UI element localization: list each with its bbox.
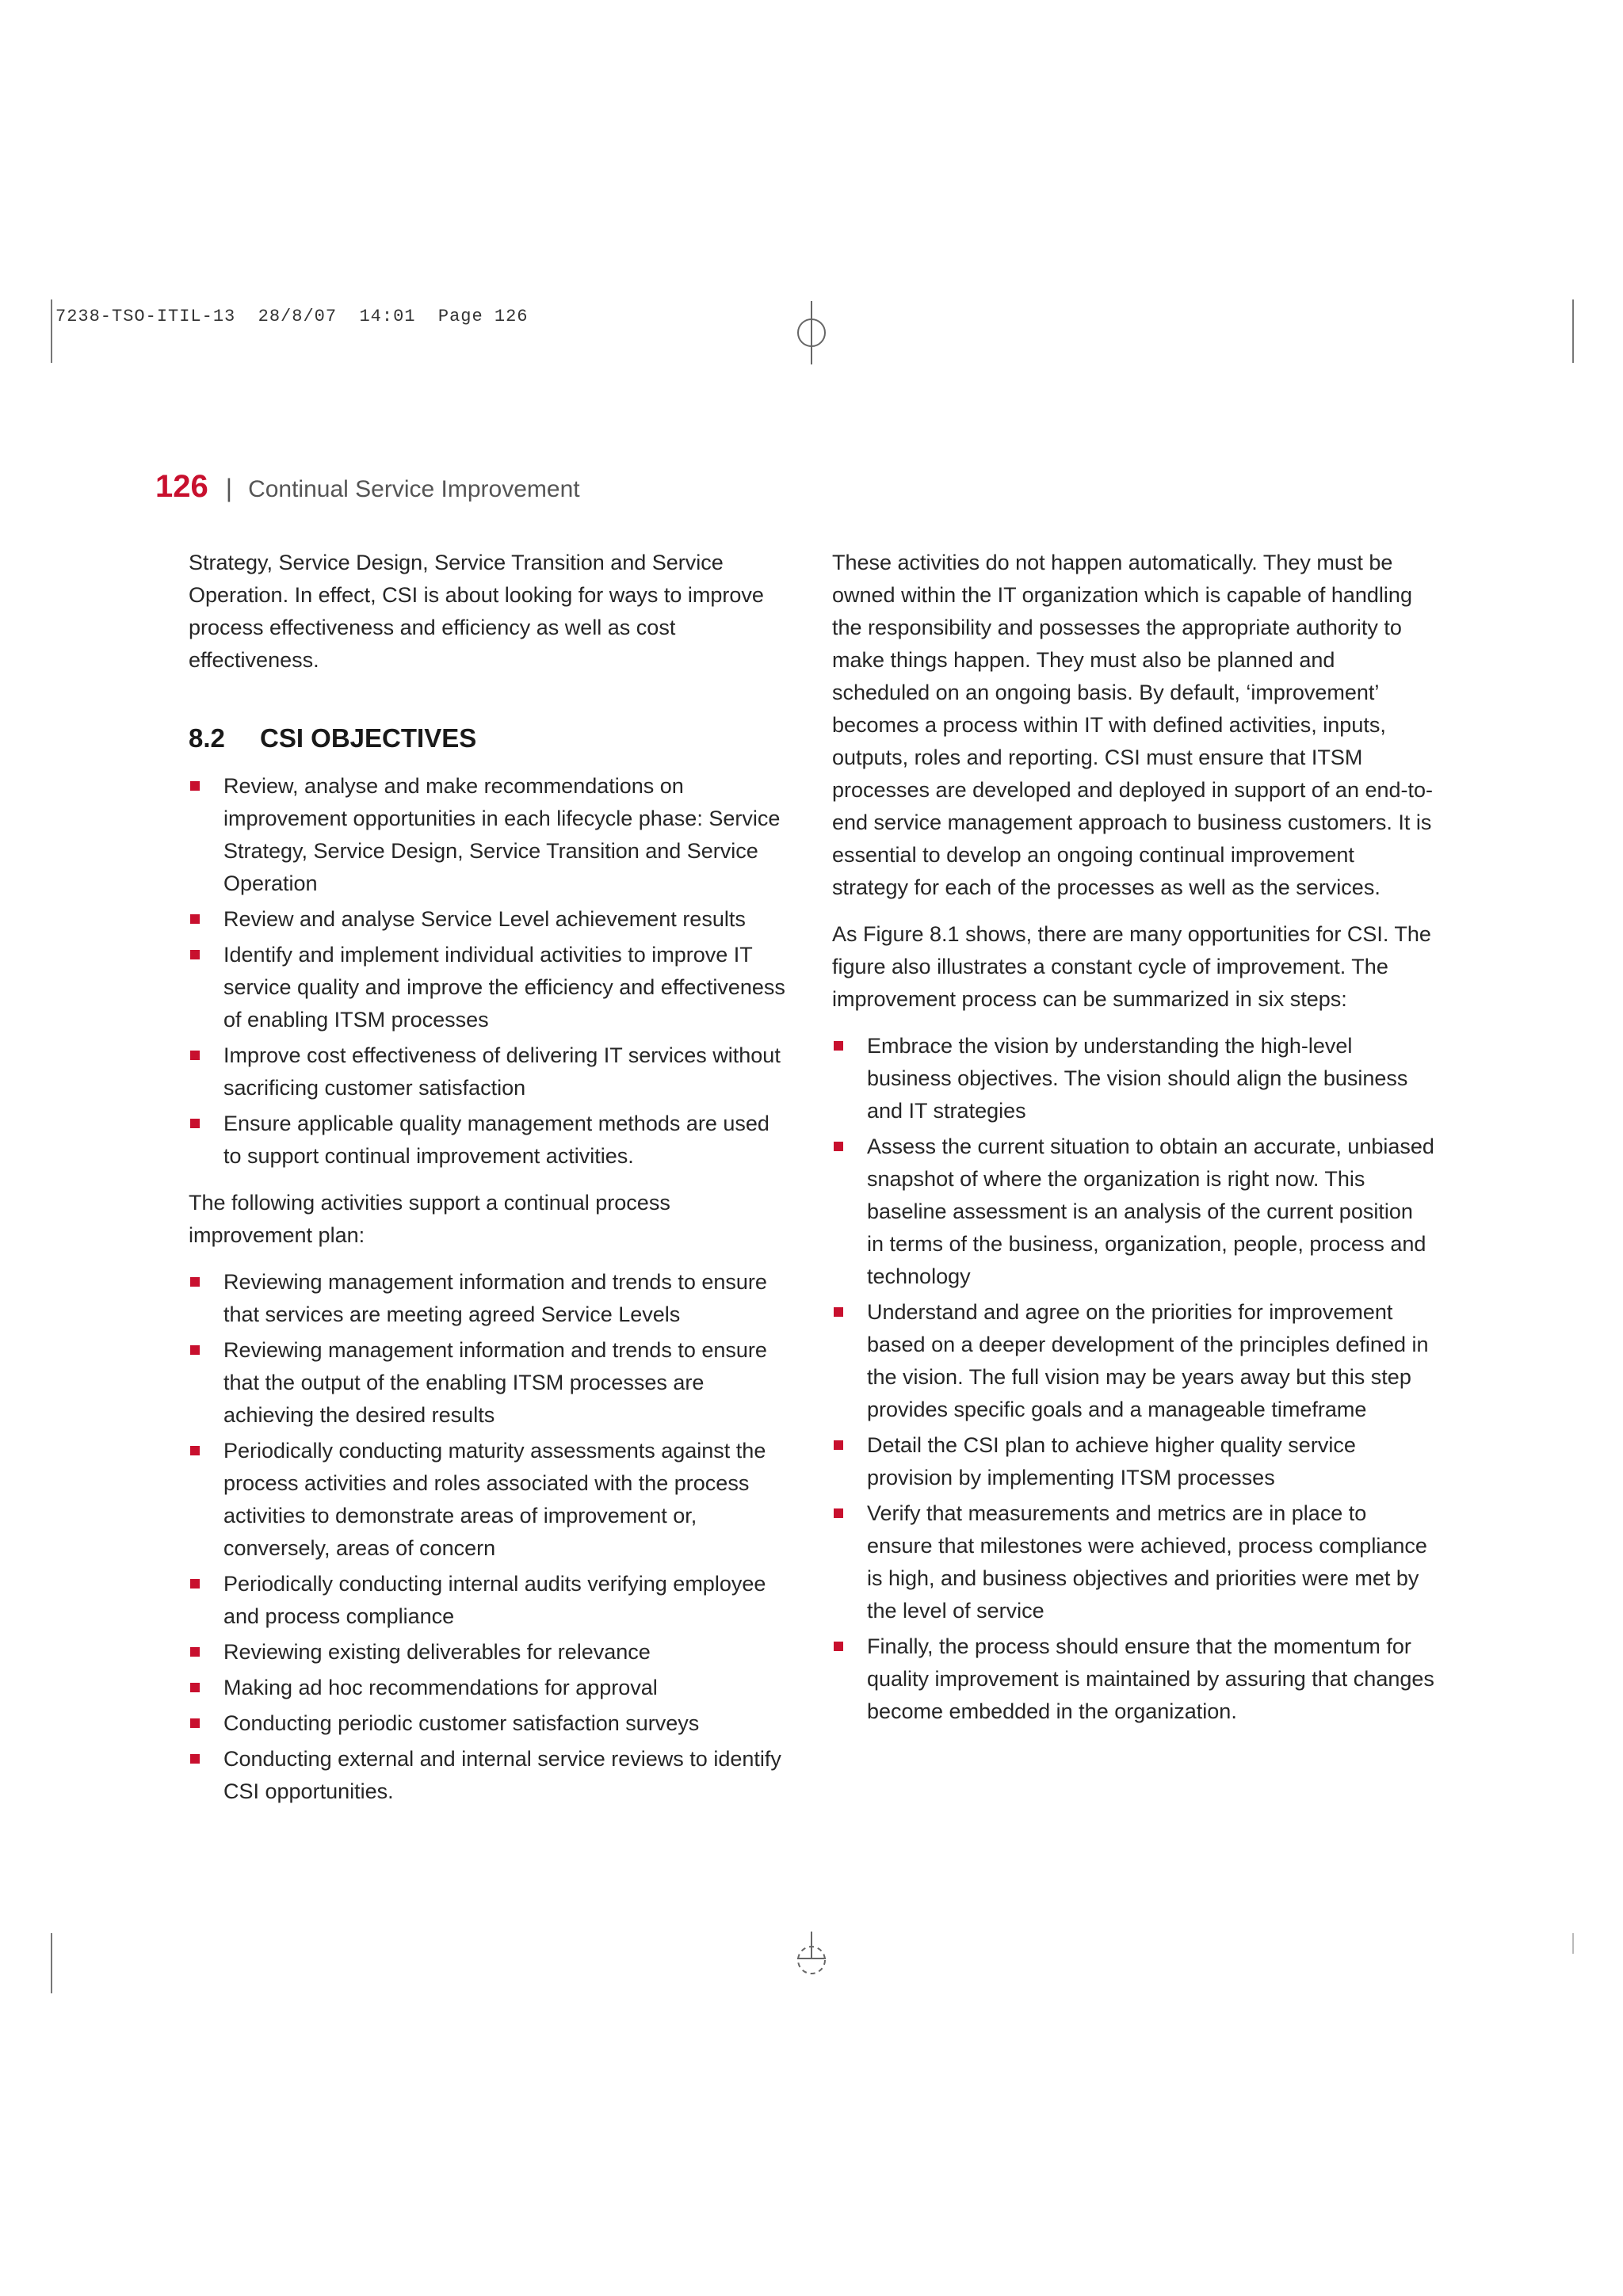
list-item [189, 1568, 791, 1633]
list-item [189, 1743, 791, 1808]
bullet-square-icon [190, 1647, 200, 1657]
list-item [189, 1039, 791, 1104]
bullet-square-icon [190, 1051, 200, 1060]
list-item-text: Reviewing existing deliverables for relevance [223, 1640, 651, 1664]
bullet-square-icon [834, 1307, 843, 1317]
list-item-text: Understand and agree on the priorities for improvement based on a deeper development of the principles defined in the vision. The full vision may be years away but this step provides specific goals and a manageable timeframe [867, 1300, 1429, 1421]
bullet-square-icon [190, 1277, 200, 1287]
bullet-square-icon [190, 1446, 200, 1455]
list-item-text: Finally, the process should ensure that the momentum for quality improvement is maintained by assuring that changes become embedded in the organization. [867, 1634, 1434, 1723]
list-item [189, 1266, 791, 1331]
list-item-text: Detail the CSI plan to achieve higher quality service provision by implementing ITSM processes [867, 1433, 1356, 1489]
list-item-text: Ensure applicable quality management methods are used to support continual improvement activities. [223, 1112, 769, 1168]
crop-mark-bottom-left [51, 1933, 52, 1993]
left-column [189, 547, 791, 1822]
list-item [189, 1334, 791, 1432]
bullet-square-icon [834, 1041, 843, 1051]
section-number: 8.2 [189, 723, 225, 753]
section-title: CSI OBJECTIVES [260, 723, 477, 753]
list-item-text: Making ad hoc recommendations for approval [223, 1676, 658, 1699]
list-item-text: Improve cost effectiveness of delivering IT services without sacrificing customer satisfaction [223, 1043, 781, 1100]
list-item [189, 1672, 791, 1704]
list-item-text: Identify and implement individual activities to improve IT service quality and improve the efficiency and effectiveness of enabling ITSM processes [223, 943, 785, 1032]
list-item-text: Reviewing management information and trends to ensure that the output of the enabling ITSM processes are achieving the desired results [223, 1338, 767, 1427]
crop-mark-top-right [1572, 299, 1574, 363]
list-item [832, 1296, 1434, 1426]
list-item-text: Periodically conducting maturity assessments against the process activities and roles associated with the process activities to demonstrate areas of improvement or, conversely, areas of concern [223, 1439, 766, 1560]
list-item-text: Review and analyse Service Level achievement results [223, 907, 746, 931]
bullet-square-icon [190, 1119, 200, 1128]
bullet-square-icon [190, 781, 200, 791]
bullet-square-icon [834, 1142, 843, 1151]
list-item [832, 1131, 1434, 1293]
header-separator: | [225, 474, 233, 502]
bullet-square-icon [190, 1683, 200, 1692]
intro-paragraph: Strategy, Service Design, Service Transition and Service Operation. In effect, CSI is about looking for ways to improve process effectiveness and efficiency as well as cost effectiveness. [189, 551, 764, 672]
registration-mark-top-icon [794, 301, 829, 364]
list-item [189, 903, 791, 936]
bullet-square-icon [834, 1642, 843, 1651]
list-item [832, 1030, 1434, 1127]
crop-mark-bottom-right [1572, 1933, 1574, 1954]
list-item [189, 1707, 791, 1740]
objectives-list [189, 770, 791, 1173]
activities-list [189, 1266, 791, 1808]
list-item-text: Conducting external and internal service reviews to identify CSI opportunities. [223, 1747, 781, 1803]
improvement-steps-list [832, 1030, 1434, 1728]
list-item [189, 1636, 791, 1669]
printer-slug: 7238-TSO-ITIL-13 28/8/07 14:01 Page 126 [55, 307, 529, 326]
list-item-text: Embrace the vision by understanding the high-level business objectives. The vision should align the business and IT strategies [867, 1034, 1408, 1123]
bullet-square-icon [190, 914, 200, 924]
list-item-text: Verify that measurements and metrics are in place to ensure that milestones were achieved, process compliance is high, and business objectives and priorities were met by the level of service [867, 1501, 1427, 1623]
list-item-text: Periodically conducting internal audits verifying employee and process compliance [223, 1572, 766, 1628]
list-item-text: Assess the current situation to obtain an accurate, unbiased snapshot of where the organization is right now. This baseline assessment is an analysis of the current position in terms of the business, organization, people, process and technology [867, 1135, 1434, 1288]
right-column [832, 547, 1434, 1742]
list-item [189, 1108, 791, 1173]
list-item [832, 1497, 1434, 1627]
list-item [189, 770, 791, 900]
running-header [155, 469, 580, 505]
bullet-square-icon [834, 1508, 843, 1518]
bullet-square-icon [190, 1345, 200, 1355]
bullet-square-icon [834, 1440, 843, 1450]
list-item [832, 1630, 1434, 1728]
chapter-title: Continual Service Improvement [248, 476, 580, 502]
bullet-square-icon [190, 1579, 200, 1589]
list-item-text: Reviewing management information and trends to ensure that services are meeting agreed Service Levels [223, 1270, 767, 1326]
ownership-paragraph: These activities do not happen automatically. They must be owned within the IT organization which is capable of handling the responsibility and possesses the appropriate authority to make things happen. They must also be planned and scheduled on an ongoing basis. By default, ‘improvement’ becomes a process within IT with defined activities, inputs, outputs, roles and reporting. CSI must ensure that ITSM processes are developed and deployed in support of an end-to-end service management approach to business customers. It is essential to develop an ongoing continual improvement strategy for each of the processes as well as the services. [832, 551, 1434, 899]
registration-mark-bottom-icon [794, 1932, 829, 1981]
bullet-square-icon [190, 1754, 200, 1764]
list-item-text: Conducting periodic customer satisfaction surveys [223, 1711, 700, 1735]
list-item-text: Review, analyse and make recommendations on improvement opportunities in each lifecycle phase: Service Strategy, Service Design, Service Transition and Service Operation [223, 774, 781, 895]
bullet-square-icon [190, 950, 200, 959]
list-item [832, 1429, 1434, 1494]
section-heading [189, 723, 791, 754]
crop-mark-top-left [51, 299, 52, 363]
list-item [189, 939, 791, 1036]
page-number: 126 [155, 469, 208, 504]
activities-intro-paragraph: The following activities support a continual process improvement plan: [189, 1191, 670, 1247]
figure-reference-paragraph: As Figure 8.1 shows, there are many opportunities for CSI. The figure also illustrates a constant cycle of improvement. The improvement process can be summarized in six steps: [832, 922, 1431, 1011]
bullet-square-icon [190, 1718, 200, 1728]
list-item [189, 1435, 791, 1565]
